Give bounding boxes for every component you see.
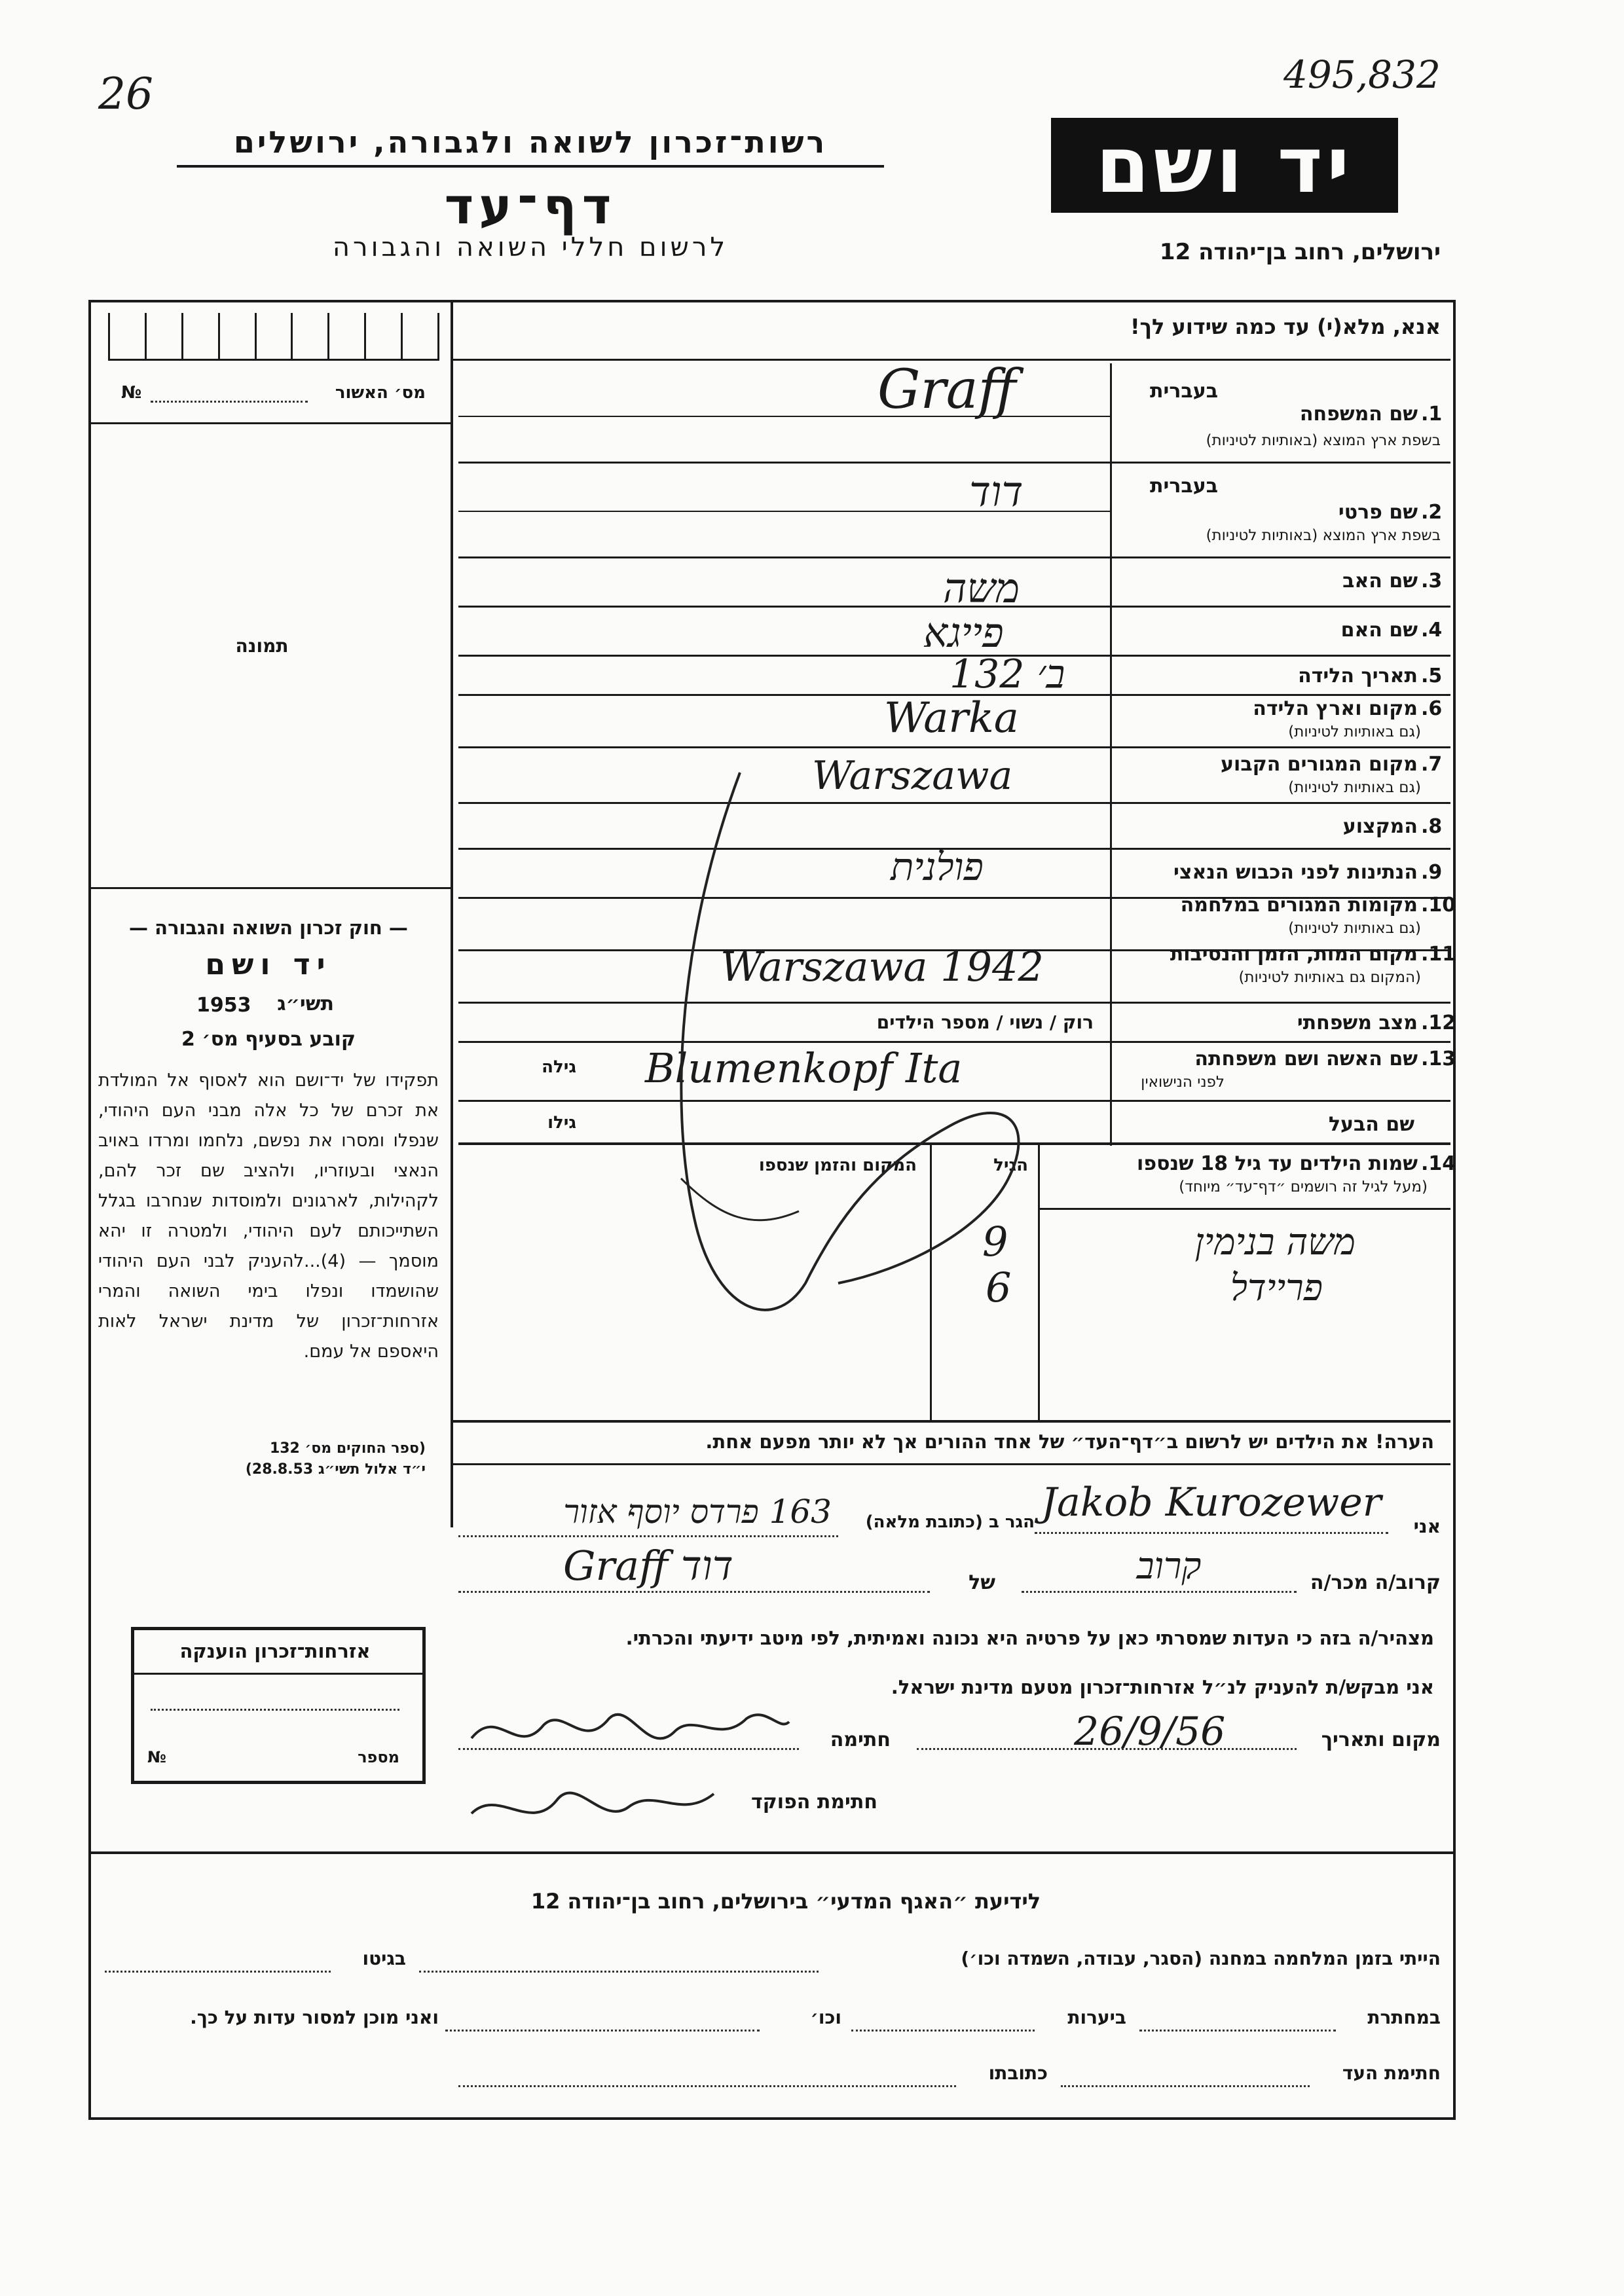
bottom-line1-ghetto: בגיטו bbox=[362, 1948, 406, 1969]
place-date-line bbox=[917, 1748, 1297, 1750]
bottom-line3-fill-1 bbox=[1061, 2085, 1310, 2087]
approval-rule bbox=[91, 422, 451, 424]
field-1-number: .1 bbox=[1421, 403, 1443, 426]
field-6-label: מקום וארץ הלידה bbox=[1253, 697, 1418, 720]
field-12-number: .12 bbox=[1421, 1011, 1456, 1034]
field-2-number: .2 bbox=[1421, 501, 1443, 524]
photo-rule bbox=[91, 887, 451, 889]
declarant-resides-label: הגר ב (כתובת מלאה) bbox=[865, 1512, 1035, 1532]
field-10-number: .10 bbox=[1421, 894, 1456, 917]
law-reference-1: (ספר החוקים מס׳ 132 bbox=[269, 1440, 426, 1457]
law-year-hebrew: תשי״ג bbox=[277, 993, 334, 1015]
field-3-label: שם האב bbox=[1342, 570, 1418, 592]
field-5-label: תאריך הלידה bbox=[1298, 665, 1418, 687]
bottom-line2-underground: במחתרת bbox=[1367, 2007, 1441, 2028]
field-7-number: .7 bbox=[1421, 753, 1443, 776]
sheet-number: 26 bbox=[98, 69, 153, 119]
field-2-sublabel: בשפת ארץ המוצא (באותיות לטיניות) bbox=[1206, 527, 1441, 544]
bottom-line1-fill bbox=[419, 1971, 819, 1973]
field-11-label: מקום המות, הזמן והנסיבות bbox=[1170, 943, 1418, 966]
field-5-number: .5 bbox=[1421, 665, 1443, 687]
bottom-line3-witness-signature: חתימת העד bbox=[1342, 2062, 1441, 2084]
of-value: Graff דוד bbox=[563, 1542, 733, 1590]
children-number: .14 bbox=[1421, 1152, 1456, 1175]
bottom-line3-fill-2 bbox=[458, 2085, 956, 2087]
law-year: 1953 bbox=[196, 994, 251, 1017]
declarant-signature bbox=[458, 1692, 799, 1771]
note-rule-top bbox=[453, 1420, 1450, 1423]
relation-line bbox=[1022, 1591, 1297, 1593]
of-line bbox=[458, 1591, 930, 1593]
field-1-sublabel: בשפת ארץ המוצא (באותיות לטיניות) bbox=[1206, 432, 1441, 449]
law-title: — חוק זכרון השואה והגבורה — bbox=[129, 917, 408, 939]
field-4-label: שם האם bbox=[1340, 619, 1418, 642]
child-1-age: 9 bbox=[982, 1218, 1008, 1266]
request-text: אני מבקש/ת להעניק לנ״ל אזרחות־זכרון מטעם מדינת ישראל. bbox=[891, 1676, 1434, 1698]
field-13-value: Blumenkopf Ita bbox=[645, 1044, 963, 1092]
field-9-label: הנתינות לפני הכבוש הנאצי bbox=[1173, 861, 1418, 884]
field-9-number: .9 bbox=[1421, 861, 1443, 884]
field-10-label: מקומות המגורים במלחמה bbox=[1180, 894, 1418, 917]
place-date-value: 26/9/56 bbox=[1074, 1709, 1226, 1755]
declaration-text: מצהיר/ה בזה כי העדות שמסרתי כאן על פרטיה היא נכונה ואמיתית, לפי מיטב ידיעתי והכרתי. bbox=[625, 1627, 1434, 1649]
signature-label: חתימה bbox=[830, 1728, 891, 1751]
field-11-value: Warszawa 1942 bbox=[720, 943, 1044, 991]
left-column-divider bbox=[451, 300, 453, 1527]
handwritten-scribble bbox=[642, 759, 1048, 1336]
field-4-number: .4 bbox=[1421, 619, 1443, 642]
field-hebrew-label-1: בעברית bbox=[1150, 380, 1218, 403]
bottom-line2-fill-3 bbox=[445, 2030, 760, 2032]
bottom-line1-camp: הייתי בזמן המלחמה במחנה (הסגר, עבודה, השמדה וכו׳) bbox=[961, 1948, 1441, 1969]
field-2-value: דוד bbox=[969, 468, 1024, 517]
law-text: תפקידו של יד־ושם הוא לאסוף אל המולדת את זכרם של כל אלה מבני העם היהודי, שנפלו ומסרו את נפשם, נלחמו ומרדו באויב הנאצי ובעוזריו, ולהציב שם זכר להם, לקהילות, לארגונים ולמוסדות שנחרבו בגלל השתייכותם לעם היהודי, ולמטרה זו יהא מוסמך — (4)...להעניק לבני העם היהודי שהושמדו ונפלו בימי השואה והמרי אזרחות־זכרון של מדינת ישראל לאות היאספם אל עמם. bbox=[98, 1070, 439, 1362]
record-number: 495,832 bbox=[1283, 52, 1441, 97]
relative-label: קרוב/ה מכר/ה bbox=[1310, 1571, 1441, 1594]
field-12-options: רוק / נשוי / מספר הילדים bbox=[876, 1011, 1094, 1033]
label-column-divider bbox=[1110, 363, 1112, 1146]
declarant-name: Jakob Kurozewer bbox=[1041, 1480, 1382, 1525]
field-3-number: .3 bbox=[1421, 570, 1443, 592]
husband-age-label: גילו bbox=[547, 1113, 576, 1133]
field-8-number: .8 bbox=[1421, 815, 1443, 838]
bottom-line2-forests: ביערות bbox=[1067, 2007, 1126, 2028]
law-reference-2: י״ד אלול תשי״ג 28.8.53) bbox=[245, 1461, 426, 1478]
row-rule-6 bbox=[458, 746, 1450, 748]
children-header-rule bbox=[1038, 1208, 1450, 1210]
field-3-value: משה bbox=[943, 564, 1020, 612]
photo-label: תמונה bbox=[235, 635, 289, 657]
approval-grid bbox=[108, 313, 439, 361]
husband-label: שם הבעל bbox=[1328, 1113, 1414, 1136]
intro-text: אנא, מלא(י) עד כמה שידוע לך! bbox=[1130, 314, 1441, 339]
bottom-line2-fill-2 bbox=[851, 2030, 1035, 2032]
wife-age-label: גילה bbox=[542, 1057, 576, 1077]
child-1-name: משה בנימין bbox=[1194, 1221, 1356, 1264]
official-signature bbox=[458, 1761, 733, 1840]
declarant-address: 163 פרדס יוסף אזור bbox=[563, 1493, 832, 1531]
citizenship-number-label: מספר bbox=[358, 1748, 399, 1766]
field-4-value: פייגא bbox=[923, 609, 1004, 657]
field-2-label: שם פרטי bbox=[1338, 501, 1418, 524]
child-2-age: 6 bbox=[986, 1264, 1012, 1311]
field-hebrew-label-2: בעברית bbox=[1150, 475, 1218, 498]
declarant-name-line bbox=[1035, 1532, 1388, 1534]
field-6-sublabel: (גם באותיות לטיניות) bbox=[1288, 723, 1421, 740]
relation-value: קרוב bbox=[1136, 1545, 1202, 1588]
field-11-number: .11 bbox=[1421, 943, 1456, 966]
approval-label: מס׳ האשור bbox=[335, 383, 426, 403]
field-11-sublabel: (המקום גם באותיות לטיניות) bbox=[1238, 969, 1421, 986]
approval-number-line bbox=[151, 401, 308, 403]
declarant-address-line bbox=[458, 1535, 838, 1537]
field-6-number: .6 bbox=[1421, 697, 1443, 720]
of-label: של bbox=[969, 1571, 995, 1594]
field-6-value: Warka bbox=[884, 694, 1019, 742]
citizenship-box-rule bbox=[134, 1673, 422, 1675]
children-title: שמות הילדים עד גיל 18 שנספו bbox=[1137, 1152, 1418, 1175]
citizenship-box-title: אזרחות־זכרון הוענקה bbox=[179, 1640, 371, 1662]
address: ירושלים, רחוב בן־יהודה 12 bbox=[1159, 239, 1441, 265]
field-13-number: .13 bbox=[1421, 1048, 1456, 1070]
bottom-line2-testimony: ואני מוכן למסור עדות על כך. bbox=[190, 2007, 439, 2028]
citizenship-no-sign: № bbox=[147, 1748, 166, 1766]
form-subtitle: לרשום חללי השואה והגבורה bbox=[332, 232, 729, 263]
field-7-sublabel: (גם באותיות לטיניות) bbox=[1288, 779, 1421, 796]
field-10-sublabel: (גם באותיות לטיניות) bbox=[1288, 920, 1421, 937]
field-7-value: Warszawa bbox=[812, 753, 1013, 799]
note-rule-bottom bbox=[453, 1463, 1450, 1465]
authority-name: רשות־זכרון לשואה ולגבורה, ירושלים bbox=[233, 124, 828, 160]
bottom-line3-address: כתובתו bbox=[988, 2062, 1048, 2084]
bottom-line1-end bbox=[105, 1971, 331, 1973]
note-text: הערה! את הילדים יש לרשום ב״דף־העד״ של אחד ההורים אך לא יותר מפעם אחת. bbox=[705, 1430, 1434, 1453]
child-2-name: פריידל bbox=[1230, 1267, 1323, 1309]
field-8-label: המקצוע bbox=[1342, 815, 1418, 838]
field-9-value: פולנית bbox=[891, 845, 984, 889]
field-1-value: Graff bbox=[877, 359, 1016, 421]
bottom-title: לידיעת ״האגף המדעי״ בירושלים, רחוב בן־יהודה 12 bbox=[530, 1889, 1041, 1914]
approval-number-sign: № bbox=[121, 383, 142, 403]
field-13-sublabel: לפני הנישואין bbox=[1141, 1074, 1225, 1091]
declarant-prefix: אני bbox=[1413, 1516, 1441, 1537]
field-13-label: שם האשה ושם משפחתה bbox=[1194, 1048, 1418, 1070]
bottom-line2-etc: וכו׳ bbox=[810, 2007, 841, 2028]
bottom-line2-fill-1 bbox=[1139, 2030, 1336, 2032]
row-rule-2 bbox=[458, 556, 1450, 558]
official-signature-label: חתימת הפוקד bbox=[751, 1791, 877, 1813]
children-age-header: הגיל bbox=[993, 1156, 1028, 1175]
field-5-value: ב׳ 132 bbox=[950, 651, 1065, 697]
place-date-label: מקום ותאריך bbox=[1321, 1728, 1441, 1751]
form-title: דף־עד bbox=[444, 177, 617, 235]
law-name: יד ושם bbox=[205, 948, 332, 981]
field-7-label: מקום המגורים הקבוע bbox=[1221, 753, 1418, 776]
authority-underline bbox=[177, 165, 884, 168]
law-section: קובע בסעיף מס׳ 2 bbox=[181, 1028, 356, 1051]
citizenship-line-1 bbox=[151, 1709, 399, 1711]
children-subtitle: (מעל לגיל זה רושמים ״דף־עד״ מיוחד) bbox=[1179, 1178, 1428, 1195]
field-1-label: שם המשפחה bbox=[1299, 403, 1418, 426]
yad-vashem-logo: יד ושם bbox=[1051, 118, 1398, 213]
children-place-header: המקום והזמן שנספו bbox=[758, 1156, 917, 1175]
row-rule-1 bbox=[458, 462, 1450, 464]
field-12-label: מצב משפחתי bbox=[1297, 1011, 1418, 1034]
